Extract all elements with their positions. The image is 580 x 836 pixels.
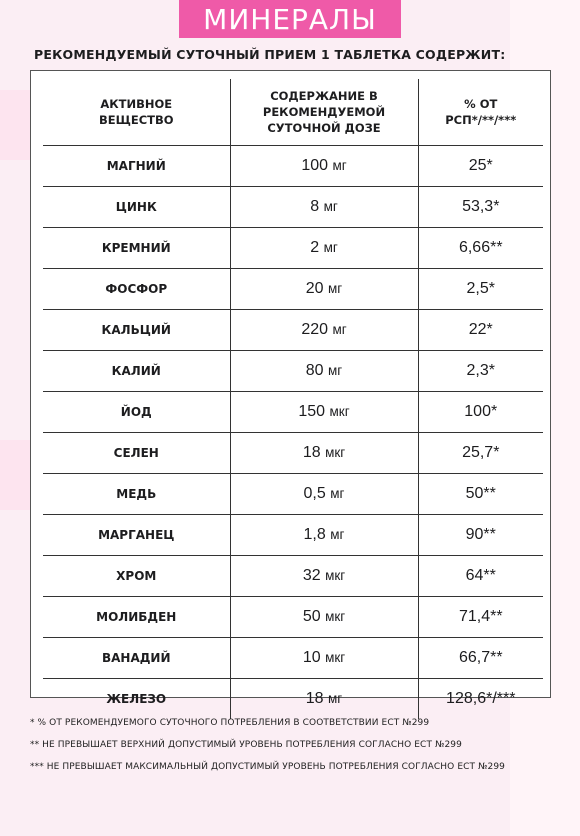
mineral-unit: мкг (325, 567, 346, 583)
mineral-unit: мкг (325, 444, 346, 460)
mineral-name: КРЕМНИЙ (43, 227, 230, 268)
mineral-rsp-percent: 2,5* (418, 268, 543, 309)
mineral-amount: 220 (301, 320, 329, 338)
mineral-rsp-percent: 22* (418, 309, 543, 350)
mineral-amount: 18 (305, 689, 324, 707)
header-line: РСП*/**/*** (445, 112, 517, 127)
table-row (43, 596, 543, 637)
mineral-amount: 20 (305, 279, 324, 297)
mineral-name: МЕДЬ (43, 473, 230, 514)
mineral-rsp-percent: 6,66** (418, 227, 543, 268)
header-line: % ОТ (464, 96, 498, 111)
footnote: *** НЕ ПРЕВЫШАЕТ МАКСИМАЛЬНЫЙ ДОПУСТИМЫЙ УРОВЕНЬ ПОТРЕБЛЕНИЯ СОГЛАСНО ЕСТ №299 (30, 762, 505, 772)
mineral-amount: 8 (310, 197, 320, 215)
mineral-amount-cell (230, 555, 418, 596)
minerals-table (43, 79, 543, 719)
mineral-amount-cell (230, 350, 418, 391)
table-row (43, 145, 543, 186)
table-header-row (43, 79, 543, 145)
mineral-unit: мг (332, 321, 347, 337)
mineral-amount: 10 (302, 648, 321, 666)
header-active-substance (43, 79, 230, 145)
mineral-unit: мг (328, 690, 343, 706)
mineral-rsp-percent: 64** (418, 555, 543, 596)
header-line: СУТОЧНОЙ ДОЗЕ (267, 120, 381, 135)
header-rsp-percent (418, 79, 543, 145)
mineral-amount: 18 (302, 443, 321, 461)
header-line: РЕКОМЕНДУЕМОЙ (262, 104, 386, 119)
table-row (43, 473, 543, 514)
mineral-amount: 0,5 (303, 484, 326, 502)
mineral-name: КАЛЬЦИЙ (43, 309, 230, 350)
table-row (43, 391, 543, 432)
mineral-rsp-percent: 25* (418, 145, 543, 186)
mineral-amount-cell (230, 145, 418, 186)
mineral-rsp-percent: 71,4** (418, 596, 543, 637)
mineral-amount: 50 (302, 607, 321, 625)
mineral-unit: мг (332, 157, 347, 173)
mineral-amount-cell (230, 186, 418, 227)
mineral-name: МАРГАНЕЦ (43, 514, 230, 555)
mineral-amount-cell (230, 227, 418, 268)
mineral-rsp-percent: 53,3* (418, 186, 543, 227)
mineral-name: ЦИНК (43, 186, 230, 227)
mineral-rsp-percent: 50** (418, 473, 543, 514)
mineral-amount-cell (230, 268, 418, 309)
header-line: ВЕЩЕСТВО (98, 112, 174, 127)
table-frame (30, 70, 551, 707)
mineral-name: СЕЛЕН (43, 432, 230, 473)
mineral-amount-cell (230, 391, 418, 432)
mineral-unit: мг (328, 362, 343, 378)
mineral-unit: мг (330, 526, 345, 542)
mineral-amount: 150 (298, 402, 326, 420)
mineral-unit: мкг (325, 649, 346, 665)
mineral-name: КАЛИЙ (43, 350, 230, 391)
subtitle: РЕКОМЕНДУЕМЫЙ СУТОЧНЫЙ ПРИЕМ 1 ТАБЛЕТКА СОДЕРЖИТ: (34, 47, 506, 62)
mineral-rsp-percent: 25,7* (418, 432, 543, 473)
mineral-name: ЖЕЛЕЗО (106, 691, 167, 706)
table-row (43, 350, 543, 391)
footnotes (30, 712, 505, 778)
mineral-name: МАГНИЙ (43, 145, 230, 186)
footnote: ** НЕ ПРЕВЫШАЕТ ВЕРХНИЙ ДОПУСТИМЫЙ УРОВЕНЬ ПОТРЕБЛЕНИЯ СОГЛАСНО ЕСТ №299 (30, 740, 462, 750)
mineral-unit: мг (323, 198, 338, 214)
mineral-amount-cell (230, 596, 418, 637)
table-row (43, 514, 543, 555)
table-row (43, 227, 543, 268)
mineral-name: ХРОМ (43, 555, 230, 596)
mineral-amount-cell (230, 637, 418, 678)
mineral-amount: 2 (310, 238, 320, 256)
mineral-name: ВАНАДИЙ (43, 637, 230, 678)
mineral-unit: мкг (325, 608, 346, 624)
mineral-amount: 100 (301, 156, 329, 174)
mineral-amount-cell (230, 473, 418, 514)
table-row (43, 555, 543, 596)
mineral-amount: 1,8 (303, 525, 326, 543)
table-row (43, 432, 543, 473)
mineral-name: ФОСФОР (43, 268, 230, 309)
mineral-unit: мг (330, 485, 345, 501)
mineral-amount: 32 (302, 566, 321, 584)
mineral-amount-cell (230, 432, 418, 473)
table-row (43, 186, 543, 227)
mineral-amount-cell (230, 309, 418, 350)
header-line: АКТИВНОЕ (100, 96, 173, 111)
table-row (43, 637, 543, 678)
table-row (43, 268, 543, 309)
mineral-name: МОЛИБДЕН (43, 596, 230, 637)
mineral-name: ЙОД (43, 391, 230, 432)
mineral-rsp-percent: 100* (418, 391, 543, 432)
mineral-rsp-percent: 66,7** (418, 637, 543, 678)
mineral-unit: мг (323, 239, 338, 255)
mineral-unit: мг (328, 280, 343, 296)
mineral-rsp-percent: 2,3* (418, 350, 543, 391)
page-title: МИНЕРАЛЫ (179, 0, 401, 38)
table-row (43, 309, 543, 350)
mineral-rsp-percent: 90** (418, 514, 543, 555)
header-daily-dose (230, 79, 418, 145)
mineral-unit: мкг (329, 403, 350, 419)
mineral-amount: 80 (305, 361, 324, 379)
footnote: * % ОТ РЕКОМЕНДУЕМОГО СУТОЧНОГО ПОТРЕБЛЕНИЯ В СООТВЕТСТВИИ ЕСТ №299 (30, 718, 430, 728)
header-line: СОДЕРЖАНИЕ В (270, 88, 378, 103)
mineral-amount-cell (230, 514, 418, 555)
mineral-rsp-percent: 128,6*/*** (418, 678, 543, 719)
